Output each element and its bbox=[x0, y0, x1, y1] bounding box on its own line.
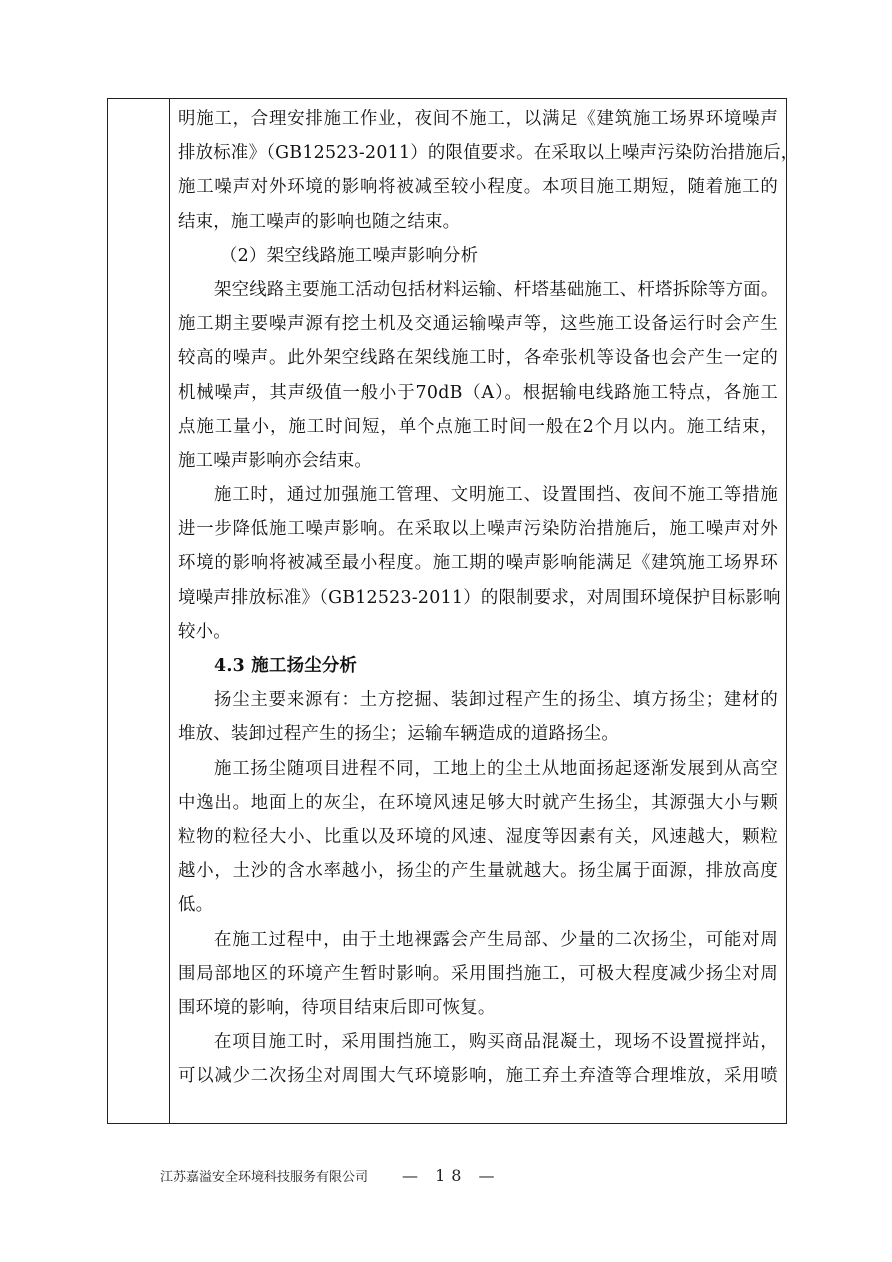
paragraph-line: 架空线路主要施工活动包括材料运输、杆塔基础施工、杆塔拆除等方面。 bbox=[214, 279, 779, 300]
paragraph-line: 施工噪声对外环境的影响将被减至较小程度。本项目施工期短，随着施工的 bbox=[178, 177, 778, 198]
subsection-heading: （2）架空线路施工噪声影响分析 bbox=[220, 245, 479, 266]
paragraph-line: 堆放、装卸过程产生的扬尘；运输车辆造成的道路扬尘。 bbox=[178, 724, 620, 745]
section-heading: 4.3 施工扬尘分析 bbox=[214, 656, 358, 676]
paragraph-line: 明施工，合理安排施工作业，夜间不施工，以满足《建筑施工场界环境噪声 bbox=[178, 109, 778, 129]
paragraph-line: 排放标准》（GB12523-2011）的限值要求。在采取以上噪声污染防治措施后， bbox=[178, 143, 799, 164]
paragraph-line: 施工时，通过加强施工管理、文明施工、设置围挡、夜间不施工等措施 bbox=[214, 485, 778, 506]
body-text bbox=[178, 102, 799, 1093]
paragraph-line: 围局部地区的环境产生暂时影响。采用围挡施工，可极大程度减少扬尘对周 bbox=[178, 963, 778, 984]
paragraph-line: 扬尘主要来源有：土方挖掘、装卸过程产生的扬尘、填方扬尘；建材的 bbox=[214, 690, 778, 711]
paragraph-line: 较小。 bbox=[178, 621, 231, 642]
paragraph-line: 在项目施工时，采用围挡施工，购买商品混凝土，现场不设置搅拌站， bbox=[214, 1032, 778, 1053]
paragraph-line: 低。 bbox=[178, 895, 214, 916]
paragraph-line: 可以减少二次扬尘对周围大气环境影响，施工弃土弃渣等合理堆放，采用喷 bbox=[178, 1066, 778, 1087]
page-number: — 18 — bbox=[402, 1166, 501, 1185]
footer-company-name: 江苏嘉溢安全环境科技服务有限公司 bbox=[160, 1170, 369, 1185]
paragraph-line: 施工扬尘随项目进程不同，工地上的尘土从地面扬起逐渐发展到从高空 bbox=[214, 758, 778, 779]
paragraph-line: 施工噪声影响亦会结束。 bbox=[178, 450, 373, 471]
paragraph-line: 围环境的影响，待项目结束后即可恢复。 bbox=[178, 997, 496, 1018]
paragraph-line: 机械噪声，其声级值一般小于70dB（A）。根据输电线路施工特点，各施工 bbox=[178, 382, 778, 403]
paragraph-line: 点施工量小，施工时间短，单个点施工时间一般在2个月以内。施工结束， bbox=[178, 416, 778, 437]
table-column-divider bbox=[169, 99, 170, 1123]
paragraph-line: 进一步降低施工噪声影响。在采取以上噪声污染防治措施后，施工噪声对外 bbox=[178, 519, 778, 540]
paragraph-line: 结束，施工噪声的影响也随之结束。 bbox=[178, 211, 461, 232]
paragraph-line: 境噪声排放标准》（GB12523-2011）的限制要求，对周围环境保护目标影响 bbox=[178, 587, 781, 608]
paragraph-line: 中逸出。地面上的灰尘，在环境风速足够大时就产生扬尘，其源强大小与颗 bbox=[178, 792, 778, 813]
paragraph-line: 较高的噪声。此外架空线路在架线施工时，各牵张机等设备也会产生一定的 bbox=[178, 348, 778, 369]
paragraph-line: 施工期主要噪声源有挖土机及交通运输噪声等，这些施工设备运行时会产生 bbox=[178, 314, 778, 335]
paragraph-line: 环境的影响将被减至最小程度。施工期的噪声影响能满足《建筑施工场界环 bbox=[178, 553, 778, 574]
paragraph-line: 粒物的粒径大小、比重以及环境的风速、湿度等因素有关，风速越大，颗粒 bbox=[178, 826, 778, 847]
paragraph-line: 在施工过程中，由于土地裸露会产生局部、少量的二次扬尘，可能对周 bbox=[214, 929, 778, 950]
paragraph-line: 越小，土沙的含水率越小，扬尘的产生量就越大。扬尘属于面源，排放高度 bbox=[178, 861, 778, 882]
